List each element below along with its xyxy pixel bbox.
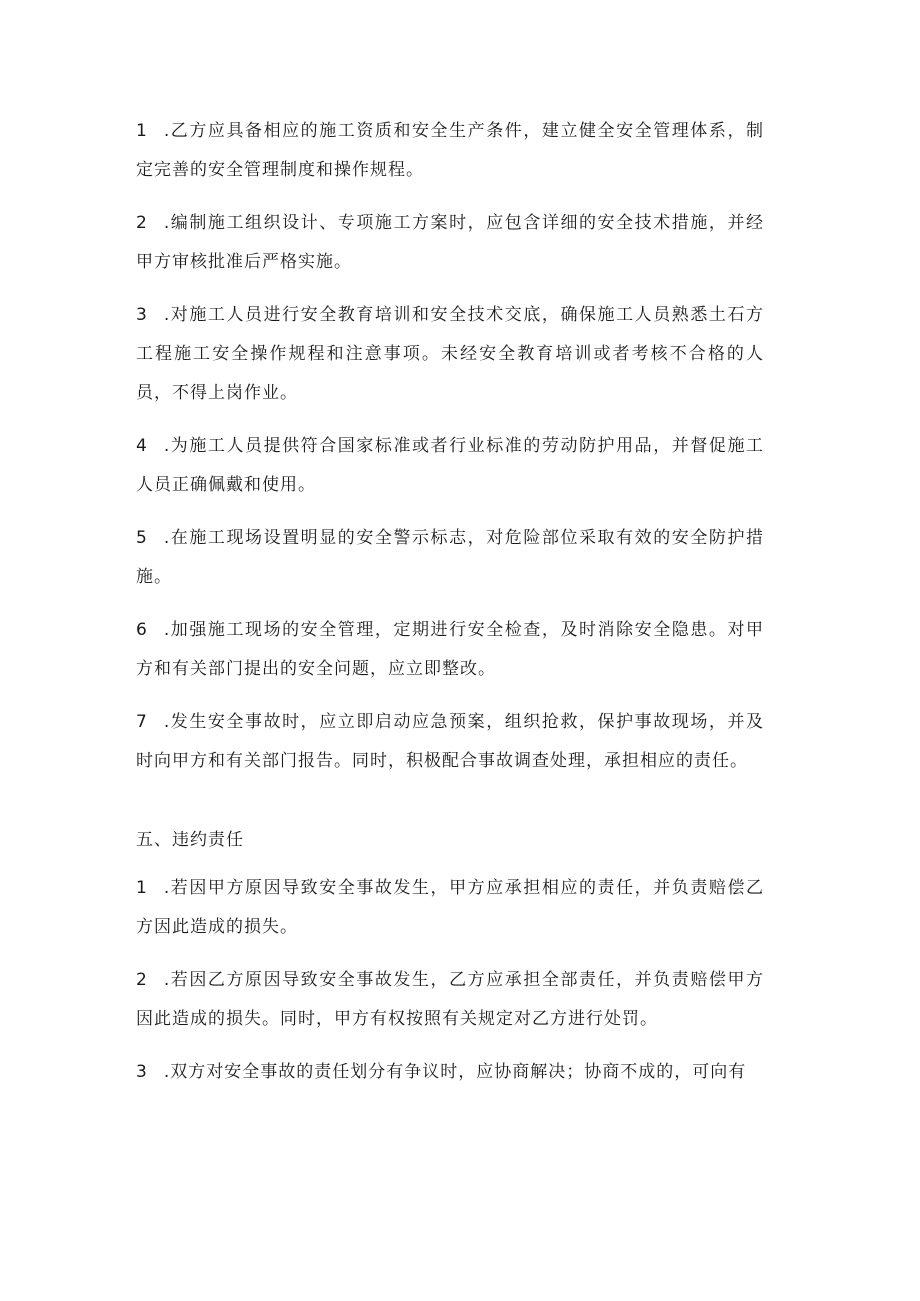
item-number: 3 [136,1062,148,1082]
section-five [136,821,764,1092]
item-text: .为施工人员提供符合国家标准或者行业标准的劳动防护用品，并督促施工人员正确佩戴和使用。 [136,436,764,495]
item-text: .乙方应具备相应的施工资质和安全生产条件，建立健全安全管理体系，制定完善的安全管理制度和操作规程。 [136,121,764,180]
item-number: 4 [136,436,148,456]
list-item [136,296,764,413]
item-number: 2 [136,213,148,233]
list-item [136,961,764,1039]
item-number: 6 [136,620,148,640]
item-number: 7 [136,712,148,732]
list-item [136,1053,764,1092]
item-text: .双方对安全事故的责任划分有争议时，应协商解决；协商不成的，可向有 [163,1062,747,1082]
list-item [136,611,764,689]
list-item [136,519,764,597]
list-item [136,869,764,947]
item-number: 5 [136,528,148,548]
item-text: .在施工现场设置明显的安全警示标志，对危险部位采取有效的安全防护措施。 [136,528,764,587]
list-item [136,204,764,282]
item-text: .发生安全事故时，应立即启动应急预案，组织抢救，保护事故现场，并及时向甲方和有关部门报告。同时，积极配合事故调查处理，承担相应的责任。 [136,712,764,771]
list-item [136,112,764,190]
item-text: .若因乙方原因导致安全事故发生，乙方应承担全部责任，并负责赔偿甲方因此造成的损失。同时，甲方有权按照有关规定对乙方进行处罚。 [136,970,764,1029]
item-number: 3 [136,305,148,325]
list-item [136,703,764,781]
section-heading: 五、违约责任 [136,830,244,850]
item-number: 1 [136,878,148,898]
list-item [136,427,764,505]
section-four [136,112,764,781]
item-number: 1 [136,121,148,141]
item-text: .对施工人员进行安全教育培训和安全技术交底，确保施工人员熟悉土石方工程施工安全操作规程和注意事项。未经安全教育培训或者考核不合格的人员，不得上岗作业。 [136,305,764,403]
item-number: 2 [136,970,148,990]
item-text: .编制施工组织设计、专项施工方案时，应包含详细的安全技术措施，并经甲方审核批准后严格实施。 [136,213,764,272]
item-text: .加强施工现场的安全管理，定期进行安全检查，及时消除安全隐患。对甲方和有关部门提出的安全问题，应立即整改。 [136,620,764,679]
item-text: .若因甲方原因导致安全事故发生，甲方应承担相应的责任，并负责赔偿乙方因此造成的损失。 [136,878,764,937]
